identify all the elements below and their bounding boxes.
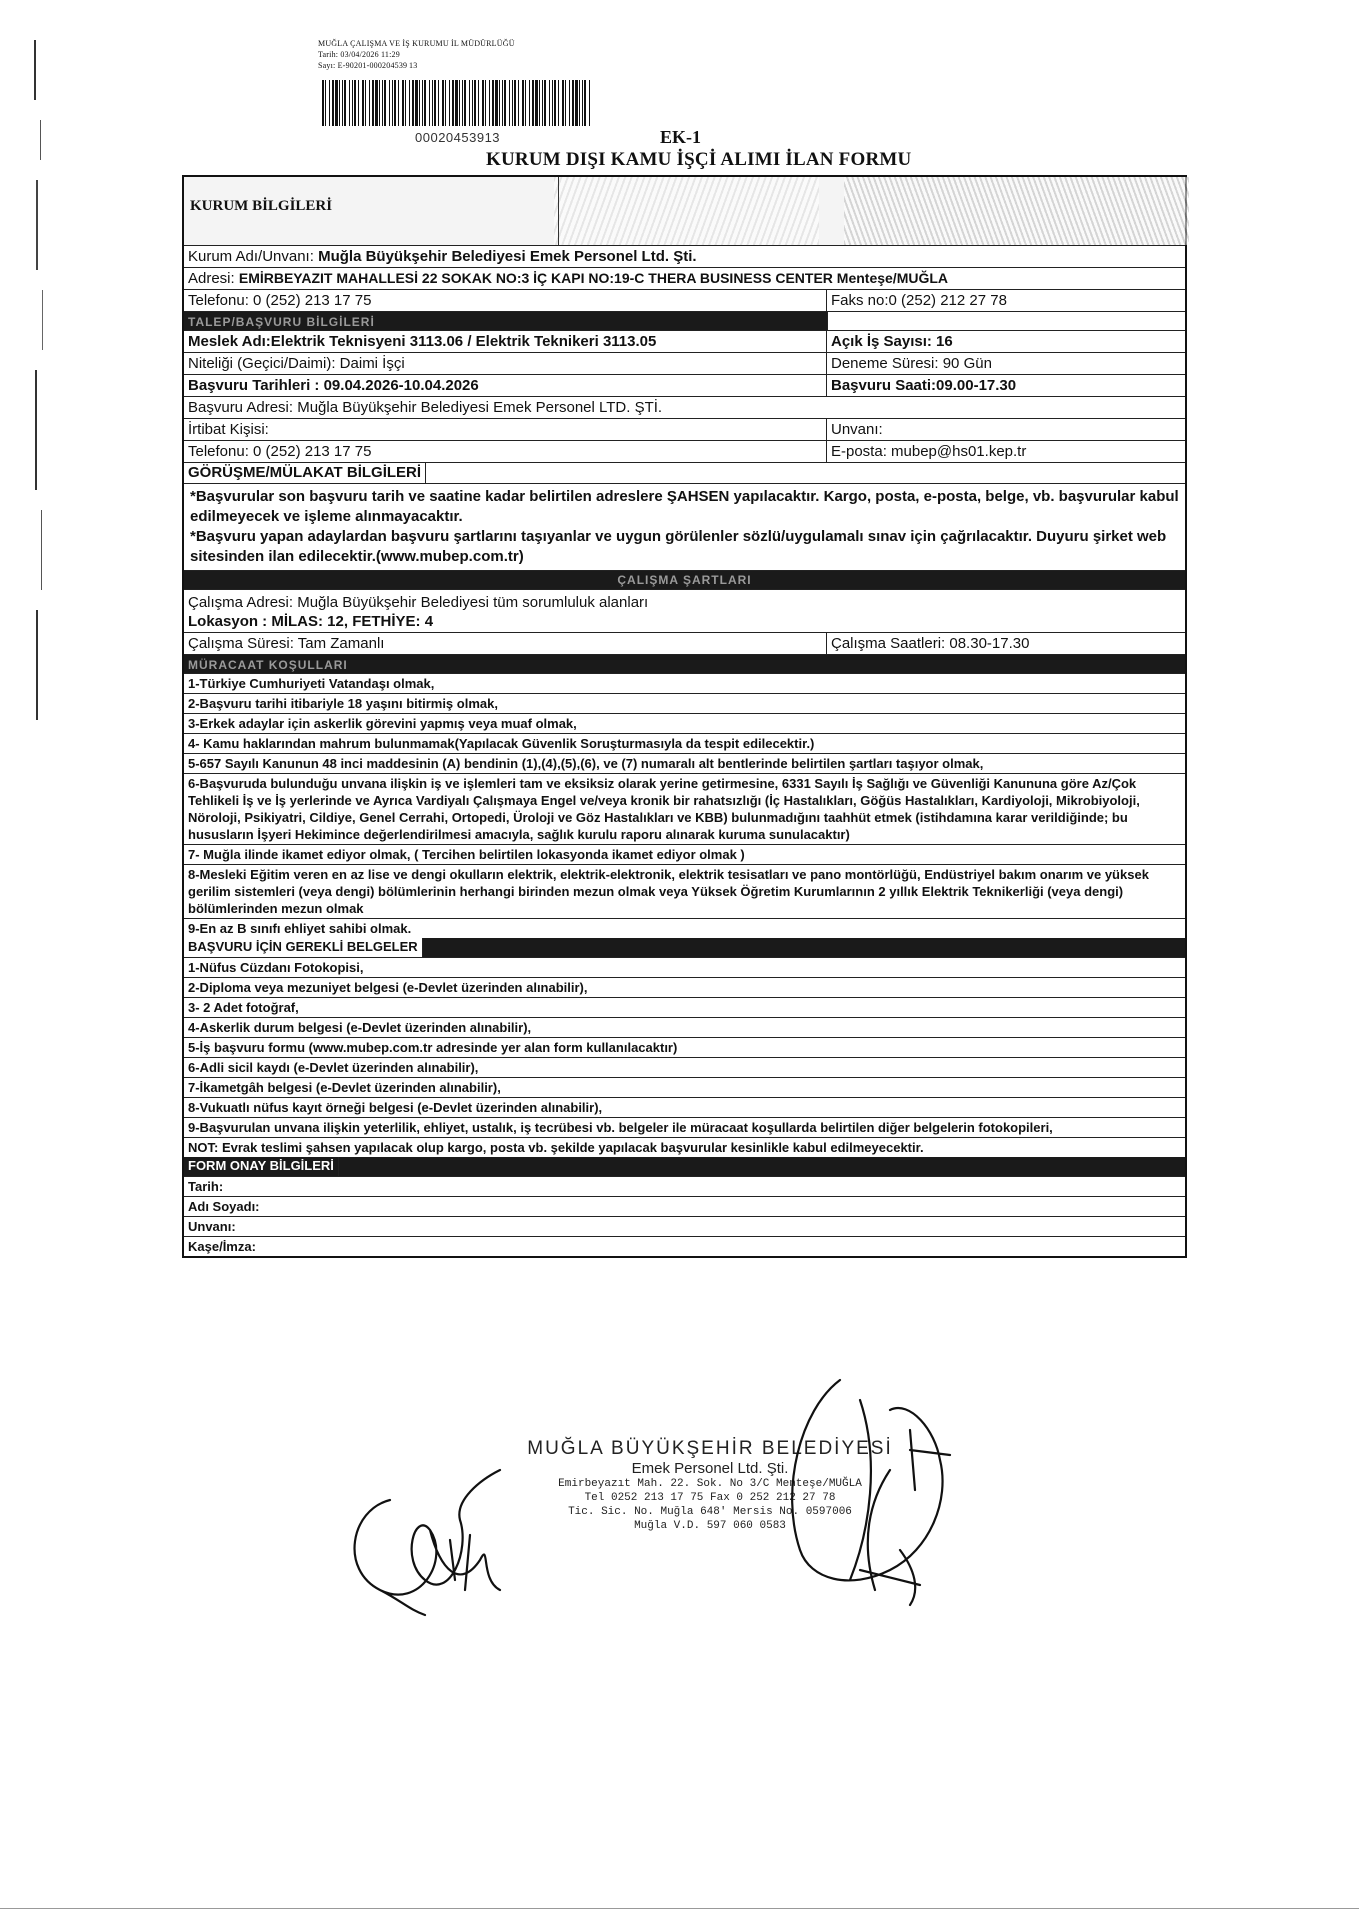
nitelik-row [184, 353, 1185, 375]
belge-item [184, 958, 1185, 978]
kosul-item [184, 674, 1185, 694]
belge-item-text: NOT: Evrak teslimi şahsen yapılacak olup kargo, posta vb. şekilde yapılacak başvurular kesinlikle kabul edilmeyecektir. [188, 1140, 924, 1155]
onay-kase-row [184, 1237, 1185, 1256]
calisma-sure-row [184, 633, 1185, 655]
seal-line-5: Tic. Sic. No. Muğla 648' Mersis No. 0597006 [568, 1506, 852, 1518]
kosul-item-text: 3-Erkek adaylar için askerlik görevini yapmış veya muaf olmak, [188, 716, 577, 731]
calisma-section-header [184, 571, 1185, 590]
onay-unvani: Unvanı: [188, 1219, 236, 1234]
kosul-item-text: 1-Türkiye Cumhuriyeti Vatandaşı olmak, [188, 676, 435, 691]
onay-list [184, 1177, 1185, 1256]
kosul-item-text: 4- Kamu haklarından mahrum bulunmamak(Yapılacak Güvenlik Soruşturmasıyla da tespit edilecektir.) [188, 736, 815, 751]
belge-item-text: 7-İkametgâh belgesi (e-Devlet üzerinden alınabilir), [188, 1080, 501, 1095]
kosul-item-text: 6-Başvuruda bulunduğu unvana ilişkin iş ve işlemleri tam ve eksiksiz olarak yerine getirmesine, 6331 Sayılı İş Sağlığı ve Güvenliği Kanununa göre Az/Çok Tehlikeli İş ve İş yerlerinde ve Ayrıca Vardiyalı Çalışmaya Engel ve/veya kronik bir rahatsızlığı (İç Hastalıkları, Göğüs Hastalıkları, Kardiyoloji, Mikrobiyoloji, Nöroloji, Psikiyatri, Cildiye, Genel Cerrahi, Ortopedi, Üroloji ve Göz Hastalıkları ve KBB) bulunmadığını taahhüt etmek (istihdamına karar verildiğinde; bu hususların İşyeri Hekimince değerlendirilmesi amacıyla, sağlık kurulu raporu alınarak kuruma sunulacaktır) [188, 776, 1140, 842]
onay-unvani-row [184, 1217, 1185, 1237]
scan-noise [844, 177, 1189, 245]
kosul-item [184, 714, 1185, 734]
onay-adi-row [184, 1197, 1185, 1217]
belgeler-section-header [184, 938, 1185, 958]
iletisim-row [184, 441, 1185, 463]
kurum-fax: Faks no:0 (252) 212 27 78 [831, 292, 1007, 309]
page-title: KURUM DIŞI KAMU İŞÇİ ALIMI İLAN FORMU [486, 149, 912, 170]
kosul-item-text: 2-Başvuru tarihi itibariyle 18 yaşını bitirmiş olmak, [188, 696, 498, 711]
belge-item [184, 998, 1185, 1018]
gorusme-section-header [184, 463, 1185, 484]
kurum-name-row [184, 246, 1185, 268]
belge-item-text: 5-İş başvuru formu (www.mubep.com.tr adresinde yer alan form kullanılacaktır) [188, 1040, 678, 1055]
basvuru-adresi: Başvuru Adresi: Muğla Büyükşehir Belediyesi Emek Personel LTD. ŞTİ. [188, 399, 663, 416]
kurum-name-label: Kurum Adı/Unvanı: [188, 248, 319, 265]
basvuru-adres-row [184, 397, 1185, 419]
kurum-address-row [184, 268, 1185, 290]
belge-item-text: 2-Diploma veya mezuniyet belgesi (e-Devlet üzerinden alınabilir), [188, 980, 588, 995]
belge-item-text: 1-Nüfus Cüzdanı Fotokopisi, [188, 960, 364, 975]
belge-item [184, 1118, 1185, 1138]
stamp-line-2: Tarih: 03/04/2026 11:29 [318, 50, 400, 59]
stamp-line-3: Sayı: E-90201-000204539 13 [318, 61, 418, 70]
belge-item [184, 1078, 1185, 1098]
kurum-name-value: Muğla Büyükşehir Belediyesi Emek Personel Ltd. Şti. [318, 248, 697, 265]
meslek-row [184, 331, 1185, 353]
signature-left [330, 1440, 530, 1620]
seal-line-3: Emirbeyazıt Mah. 22. Sok. No 3/C Menteşe/MUĞLA [558, 1478, 862, 1490]
kosul-item [184, 734, 1185, 754]
acik-is-sayisi: Açık İş Sayısı: 16 [831, 333, 953, 350]
niteligi: Niteliği (Geçici/Daimi): Daimi İşçi [184, 353, 827, 374]
kosul-item-text: 9-En az B sınıfı ehliyet sahibi olmak. [188, 921, 412, 936]
meslek-adi: Meslek Adı:Elektrik Teknisyeni 3113.06 / Elektrik Teknikeri 3113.05 [184, 331, 827, 352]
irtibat-row [184, 419, 1185, 441]
belge-item-text: 3- 2 Adet fotoğraf, [188, 1000, 299, 1015]
onay-adi-soyadi: Adı Soyadı: [188, 1199, 260, 1214]
scan-margin-artifact [32, 40, 52, 760]
kosul-item [184, 774, 1185, 845]
belge-item-text: 4-Askerlik durum belgesi (e-Devlet üzerinden alınabilir), [188, 1020, 532, 1035]
belge-item [184, 1018, 1185, 1038]
belge-item-text: 8-Vukuatlı nüfus kayıt örneği belgesi (e-Devlet üzerinden alınabilir), [188, 1100, 603, 1115]
belgeler-list [184, 958, 1185, 1157]
signature-right [740, 1370, 970, 1610]
kurum-phone-row [184, 290, 1185, 312]
seal-line-4: Tel 0252 213 17 75 Fax 0 252 212 27 78 [584, 1492, 836, 1504]
kosul-item [184, 919, 1185, 938]
section-title-gorusme: GÖRÜŞME/MÜLAKAT BİLGİLERİ [184, 463, 426, 483]
calisma-saatleri: Çalışma Saatleri: 08.30-17.30 [831, 635, 1030, 652]
gorusme-paragraph-2: *Başvuru yapan adaylardan başvuru şartlarını taşıyanlar ve uygun görülenler sözlü/uygulamalı sınav için çağrılacaktır. Duyuru şirket web sitesinden ilan edilecektir.(www.mubep.com.tr) [190, 528, 1167, 565]
belge-item [184, 1038, 1185, 1058]
kosul-item [184, 845, 1185, 865]
calisma-adresi: Çalışma Adresi: Muğla Büyükşehir Belediyesi tüm sorumluluk alanları [188, 594, 649, 611]
irtibat-kisisi: İrtibat Kişisi: [184, 419, 827, 440]
kosul-item [184, 865, 1185, 919]
kosul-item-text: 7- Muğla ilinde ikamet ediyor olmak, ( Tercihen belirtilen lokasyonda ikamet ediyor olmak ) [188, 847, 745, 862]
kosullar-section-header [184, 655, 1185, 674]
irtibat-unvani: Unvanı: [831, 421, 883, 438]
onay-section-header [184, 1157, 1185, 1177]
onay-kase-imza: Kaşe/İmza: [188, 1239, 256, 1254]
deneme-suresi: Deneme Süresi: 90 Gün [831, 355, 992, 372]
registry-stamp [318, 38, 608, 71]
onay-tarih: Tarih: [188, 1179, 224, 1194]
basvuru-tarihleri: Başvuru Tarihleri : 09.04.2026-10.04.2026 [184, 375, 827, 396]
belge-item [184, 1098, 1185, 1118]
lokasyon: Lokasyon : MİLAS: 12, FETHİYE: 4 [188, 613, 434, 630]
onay-tarih-row [184, 1177, 1185, 1197]
section-title-belgeler: BAŞVURU İÇİN GEREKLİ BELGELER [184, 938, 423, 957]
kosul-item [184, 754, 1185, 774]
section-title-kurum: KURUM BİLGİLERİ [190, 198, 333, 214]
section-title-kosullar: MÜRACAAT KOŞULLARI [184, 655, 374, 673]
section-title-basvuru: TALEP/BAŞVURU BİLGİLERİ [184, 312, 827, 330]
scan-bottom-edge [0, 1908, 1359, 1909]
basvuru-section-header [184, 312, 1185, 331]
divider [558, 177, 559, 245]
seal-line-1: MUĞLA BÜYÜKŞEHİR BELEDİYESİ [527, 1438, 893, 1459]
belge-item-text: 6-Adli sicil kaydı (e-Devlet üzerinden alınabilir), [188, 1060, 479, 1075]
kosullar-list [184, 674, 1185, 938]
kurum-section-header [184, 177, 1185, 246]
barcode-number: 00020453913 [415, 130, 501, 145]
basvuru-tarih-row [184, 375, 1185, 397]
belge-item [184, 1058, 1185, 1078]
announcement-form [182, 175, 1187, 1258]
section-title-calisma: ÇALIŞMA ŞARTLARI [617, 573, 752, 587]
section-title-onay: FORM ONAY BİLGİLERİ [184, 1157, 339, 1176]
seal-line-2: Emek Personel Ltd. Şti. [631, 1460, 789, 1477]
barcode [322, 80, 594, 126]
annex-label: EK-1 [660, 127, 702, 147]
calisma-adres-row [184, 590, 1185, 633]
gorusme-paragraph-1: *Başvurular son başvuru tarih ve saatine kadar belirtilen adreslere ŞAHSEN yapılacaktır. Kargo, posta, e-posta, belge, vb. başvurular kabul edilmeyecek ve işleme alınmayacaktır. [190, 488, 1179, 525]
kurum-address-label: Adresi: [188, 270, 239, 287]
gorusme-text-row [184, 484, 1185, 571]
kosul-item-text: 8-Mesleki Eğitim veren en az lise ve dengi okulların elektrik, elektrik-elektronik, elektrik tesisatları ve pano montörlüğü, Endüstriyel bakım onarım ve yüksek gerilim sistemleri (veya dengi) bölümlerinin herhangi birinden mezun olmak veya Yüksek Öğretim Kurumlarının 2 yıllık Elektrik Teknikerliği (veya dengi) bölümlerinden mezun olmak [188, 867, 1149, 916]
belge-item [184, 978, 1185, 998]
kosul-item-text: 5-657 Sayılı Kanunun 48 inci maddesinin (A) bendinin (1),(4),(5),(6), ve (7) numaralı alt bentlerinde belirtilen şartları taşıyor olmak, [188, 756, 984, 771]
basvuru-telefon: Telefonu: 0 (252) 213 17 75 [184, 441, 827, 462]
basvuru-eposta: E-posta: mubep@hs01.kep.tr [831, 443, 1027, 460]
basvuru-saati: Başvuru Saati:09.00-17.30 [831, 377, 1017, 394]
seal-line-6: Muğla V.D. 597 060 0583 [634, 1520, 786, 1532]
calisma-suresi: Çalışma Süresi: Tam Zamanlı [184, 633, 827, 654]
scan-noise [554, 177, 819, 245]
kosul-item [184, 694, 1185, 714]
belge-item-text: 9-Başvurulan unvana ilişkin yeterlilik, ehliyet, ustalık, iş tecrübesi vb. belgeler ile müracaat koşullarda belirtilen diğer belgelerin fotokopileri, [188, 1120, 1053, 1135]
kurum-address-value: EMİRBEYAZIT MAHALLESİ 22 SOKAK NO:3 İÇ KAPI NO:19-C THERA BUSINESS CENTER Menteşe/MUĞLA [238, 270, 949, 286]
stamp-line-1: MUĞLA ÇALIŞMA VE İŞ KURUMU İL MÜDÜRLÜĞÜ [318, 39, 515, 48]
belge-item [184, 1138, 1185, 1157]
kurum-phone: Telefonu: 0 (252) 213 17 75 [184, 290, 827, 311]
